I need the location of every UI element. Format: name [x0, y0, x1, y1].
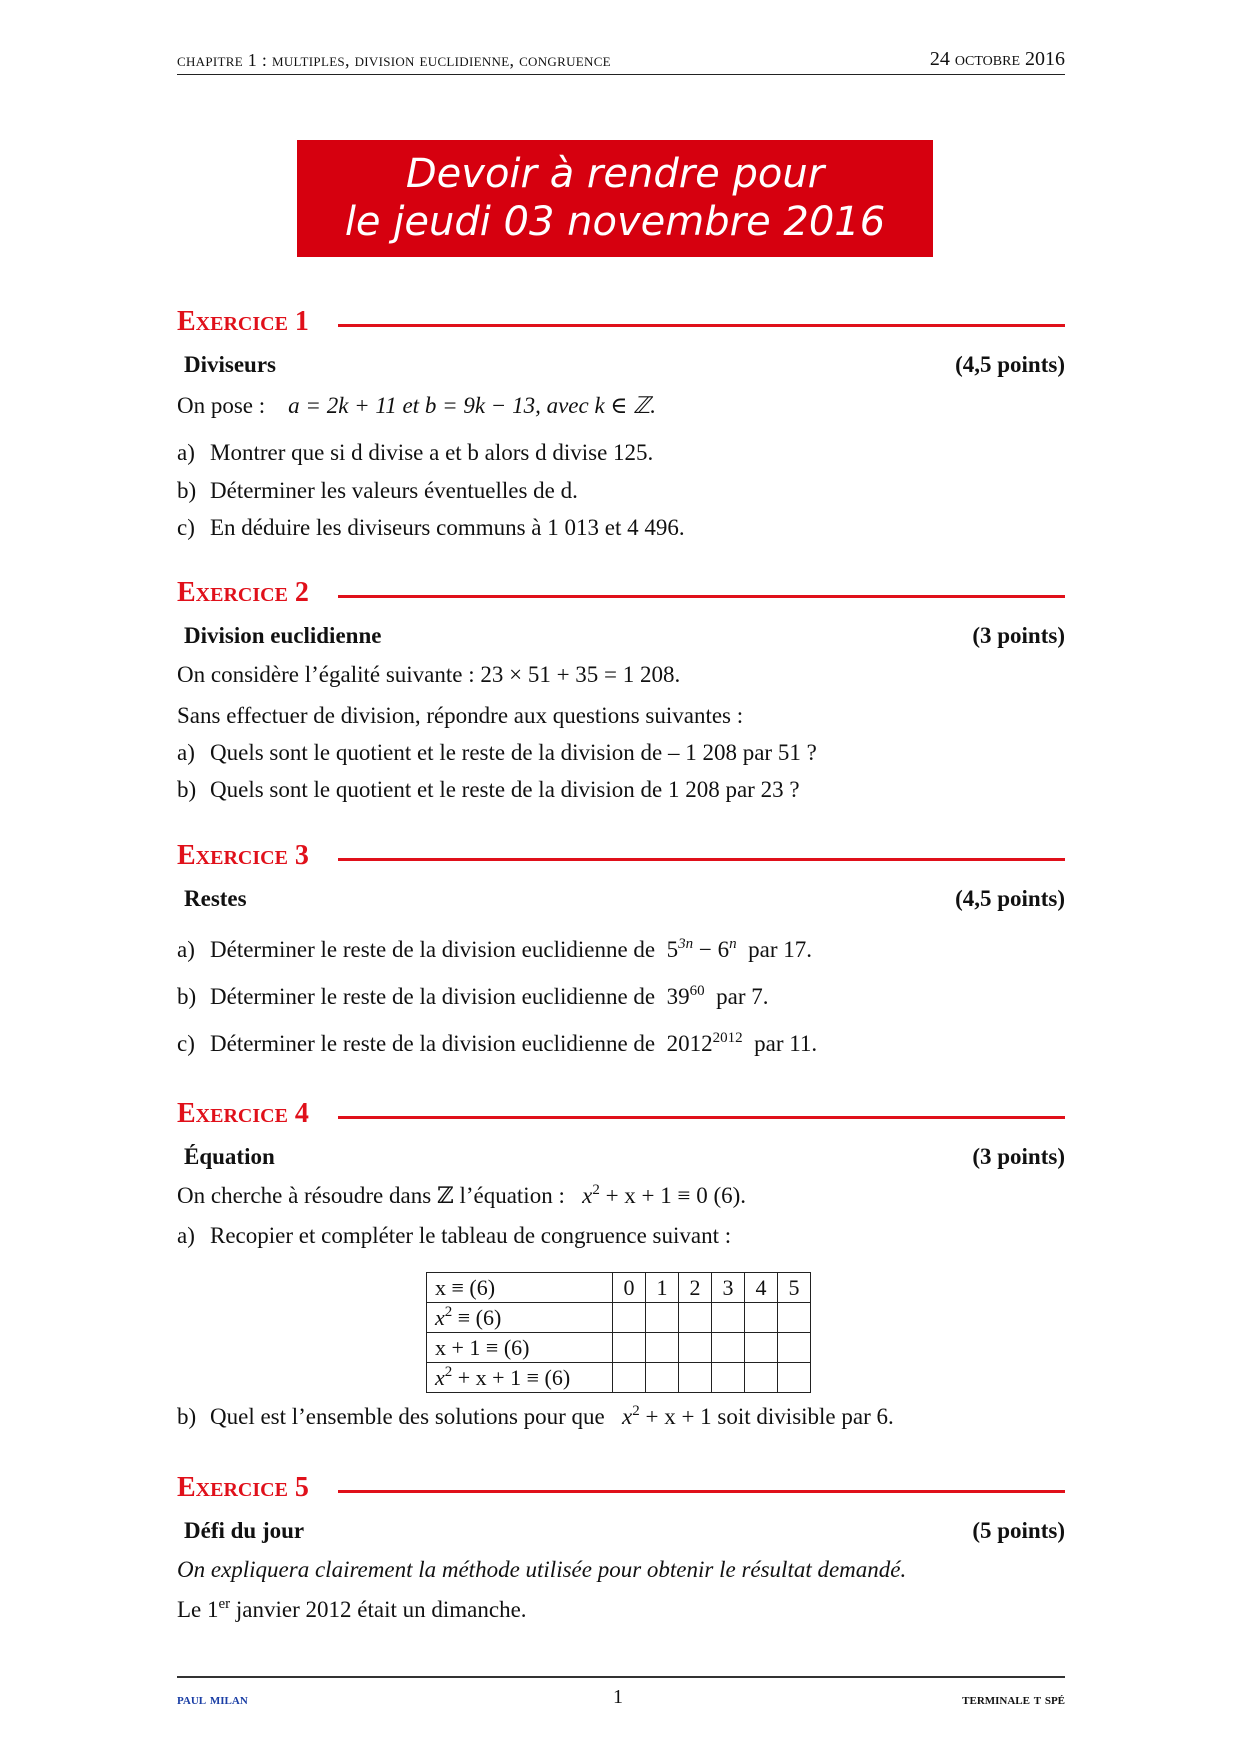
- exercise-5-points: (5 points): [972, 1518, 1065, 1543]
- exercise-3-subtitle: Restes: [184, 886, 247, 911]
- exercise-4-item-b: b) Quel est l’ensemble des solutions pour que $x^2 + x + 1$ soit divisible par 6.: [177, 1403, 894, 1429]
- exercise-5-statement: Le 1er janvier 2012 était un dimanche.: [177, 1596, 527, 1622]
- chapter-title: chapitre 1 : multiples, division euclidienne, congruence: [177, 50, 611, 70]
- row-label: $x^2 + x + 1 \equiv (6)$: [427, 1363, 613, 1393]
- item-label: c): [177, 515, 195, 540]
- exercise-2-rule: [338, 595, 1065, 598]
- table-cell[interactable]: [613, 1333, 646, 1363]
- table-cell[interactable]: [745, 1303, 778, 1333]
- exercise-2-item-b: [177, 777, 800, 803]
- power-minus: − 6: [693, 937, 730, 962]
- power-exponent: 2012: [712, 1030, 743, 1046]
- exercise-4-points: (3 points): [972, 1144, 1065, 1169]
- column-header: 1: [646, 1273, 679, 1303]
- exercise-3-item-b: [177, 984, 769, 1010]
- intro-formula: a = 2k + 11 et b = 9k − 13, avec k ∈ ℤ.: [288, 393, 657, 418]
- table-cell[interactable]: [712, 1333, 745, 1363]
- exercise-2-item-a: [177, 740, 817, 766]
- table-row: [427, 1303, 811, 1333]
- page-number: 1: [613, 1686, 623, 1708]
- item-label: b): [177, 1404, 197, 1429]
- intro-prefix: On pose :: [177, 393, 266, 418]
- item-label: a): [177, 1223, 195, 1248]
- column-header: 3: [712, 1273, 745, 1303]
- due-date-banner: [297, 140, 933, 257]
- page-header: [177, 48, 1065, 75]
- table-cell[interactable]: [745, 1333, 778, 1363]
- table-cell[interactable]: [679, 1333, 712, 1363]
- item-suffix: par 17.: [748, 937, 812, 962]
- exercise-3-item-c: [177, 1031, 817, 1057]
- exercise-1-item-c: [177, 515, 685, 541]
- table-cell[interactable]: [613, 1363, 646, 1393]
- table-row: [427, 1333, 811, 1363]
- table-cell[interactable]: [646, 1303, 679, 1333]
- item-suffix: par 11.: [754, 1031, 818, 1056]
- table-cell[interactable]: [712, 1303, 745, 1333]
- table-row: [427, 1363, 811, 1393]
- exercise-4-intro: On cherche à résoudre dans ℤ l’équation : $x^2 + x + 1 \equiv 0$ (6).: [177, 1182, 747, 1208]
- exercise-4-title: Exercice 4: [177, 1098, 309, 1129]
- item-text: Quels sont le quotient et le reste de la division de 1 208 par 23 ?: [210, 777, 800, 802]
- exercise-2-intro-2: Sans effectuer de division, répondre aux questions suivantes :: [177, 703, 744, 728]
- exercise-5-title: Exercice 5: [177, 1472, 309, 1503]
- exercise-5-instruction: On expliquera clairement la méthode utilisée pour obtenir le résultat demandé.: [177, 1557, 907, 1582]
- item-label: a): [177, 440, 195, 465]
- table-cell[interactable]: [778, 1363, 811, 1393]
- table-cell[interactable]: [679, 1303, 712, 1333]
- item-text: En déduire les diviseurs communs à 1 013 et 4 496.: [210, 515, 685, 540]
- item-suffix: + x + 1 soit divisible par 6.: [645, 1404, 894, 1429]
- exercise-4-rule: [338, 1116, 1065, 1119]
- table-cell[interactable]: [646, 1333, 679, 1363]
- exercise-1-subtitle: Diviseurs: [184, 352, 276, 377]
- power-base: 2012: [666, 1031, 713, 1056]
- exercise-3-points: (4,5 points): [955, 886, 1065, 911]
- exercise-2-title: Exercice 2: [177, 577, 309, 608]
- table-cell[interactable]: [613, 1303, 646, 1333]
- item-label: a): [177, 937, 195, 962]
- column-header: 0: [613, 1273, 646, 1303]
- banner-line-2: le jeudi 03 novembre 2016: [344, 199, 886, 245]
- item-label: b): [177, 984, 197, 1009]
- power-base: 39: [666, 984, 690, 1009]
- item-text: Quels sont le quotient et le reste de la division de – 1 208 par 51 ?: [210, 740, 817, 765]
- column-header: 2: [679, 1273, 712, 1303]
- exercise-5-rule: [338, 1490, 1065, 1493]
- item-text: Quel est l’ensemble des solutions pour que: [210, 1404, 605, 1429]
- row-label: $x^2 \equiv (6)$: [427, 1303, 613, 1333]
- table-cell[interactable]: [778, 1303, 811, 1333]
- exercise-3-title: Exercice 3: [177, 840, 309, 871]
- power-exponent: 3n: [678, 936, 694, 952]
- exercise-1-rule: [338, 324, 1065, 327]
- exercise-4-item-a: [177, 1223, 731, 1249]
- table-row: [427, 1273, 811, 1303]
- item-text: Déterminer le reste de la division euclidienne de: [210, 1031, 656, 1056]
- exercise-3-item-a: [177, 937, 812, 963]
- table-cell[interactable]: [745, 1363, 778, 1393]
- item-label: b): [177, 777, 197, 802]
- exercise-3-rule: [338, 858, 1065, 861]
- power-base: 5: [666, 937, 679, 962]
- exercise-1-title: Exercice 1: [177, 306, 309, 337]
- footer-author: paul milan: [177, 1692, 248, 1708]
- table-cell[interactable]: [778, 1333, 811, 1363]
- footer-rule: [177, 1676, 1065, 1678]
- item-text: Déterminer le reste de la division euclidienne de: [210, 937, 656, 962]
- item-label: a): [177, 740, 195, 765]
- intro-prefix: On cherche à résoudre dans ℤ l’équation :: [177, 1183, 565, 1208]
- exercise-1-item-b: [177, 478, 578, 504]
- item-suffix: par 7.: [716, 984, 769, 1009]
- row-label: x + 1 ≡ (6): [427, 1333, 613, 1363]
- power-exponent: n: [729, 936, 737, 952]
- congruence-table: [426, 1272, 811, 1393]
- exercise-2-points: (3 points): [972, 623, 1065, 648]
- banner-line-1: Devoir à rendre pour: [405, 151, 825, 197]
- column-header: 4: [745, 1273, 778, 1303]
- item-label: c): [177, 1031, 195, 1056]
- exercise-5-subtitle: Défi du jour: [184, 1518, 305, 1543]
- exercise-1-points: (4,5 points): [955, 352, 1065, 377]
- exercise-2-subtitle: Division euclidienne: [184, 623, 382, 648]
- exercise-1-intro: [177, 393, 656, 419]
- footer-class: terminale t spé: [962, 1692, 1065, 1708]
- item-text: Déterminer les valeurs éventuelles de d.: [210, 478, 578, 503]
- table-cell[interactable]: [712, 1363, 745, 1393]
- item-label: b): [177, 478, 197, 503]
- exercise-1-item-a: [177, 440, 653, 466]
- item-text: Recopier et compléter le tableau de congruence suivant :: [210, 1223, 732, 1248]
- table-cell[interactable]: [646, 1363, 679, 1393]
- row-label: x ≡ (6): [427, 1273, 613, 1303]
- intro-equation: + x + 1 ≡ 0 (6).: [605, 1183, 747, 1208]
- exercise-2-intro: On considère l’égalité suivante : 23 × 51 + 35 = 1 208.: [177, 662, 681, 687]
- power-exponent: 60: [689, 983, 705, 999]
- table-cell[interactable]: [679, 1363, 712, 1393]
- column-header: 5: [778, 1273, 811, 1303]
- header-date: 24 octobre 2016: [929, 48, 1065, 70]
- item-text: Déterminer le reste de la division euclidienne de: [210, 984, 656, 1009]
- item-text: Montrer que si d divise a et b alors d divise 125.: [210, 440, 654, 465]
- exercise-4-subtitle: Équation: [184, 1144, 275, 1169]
